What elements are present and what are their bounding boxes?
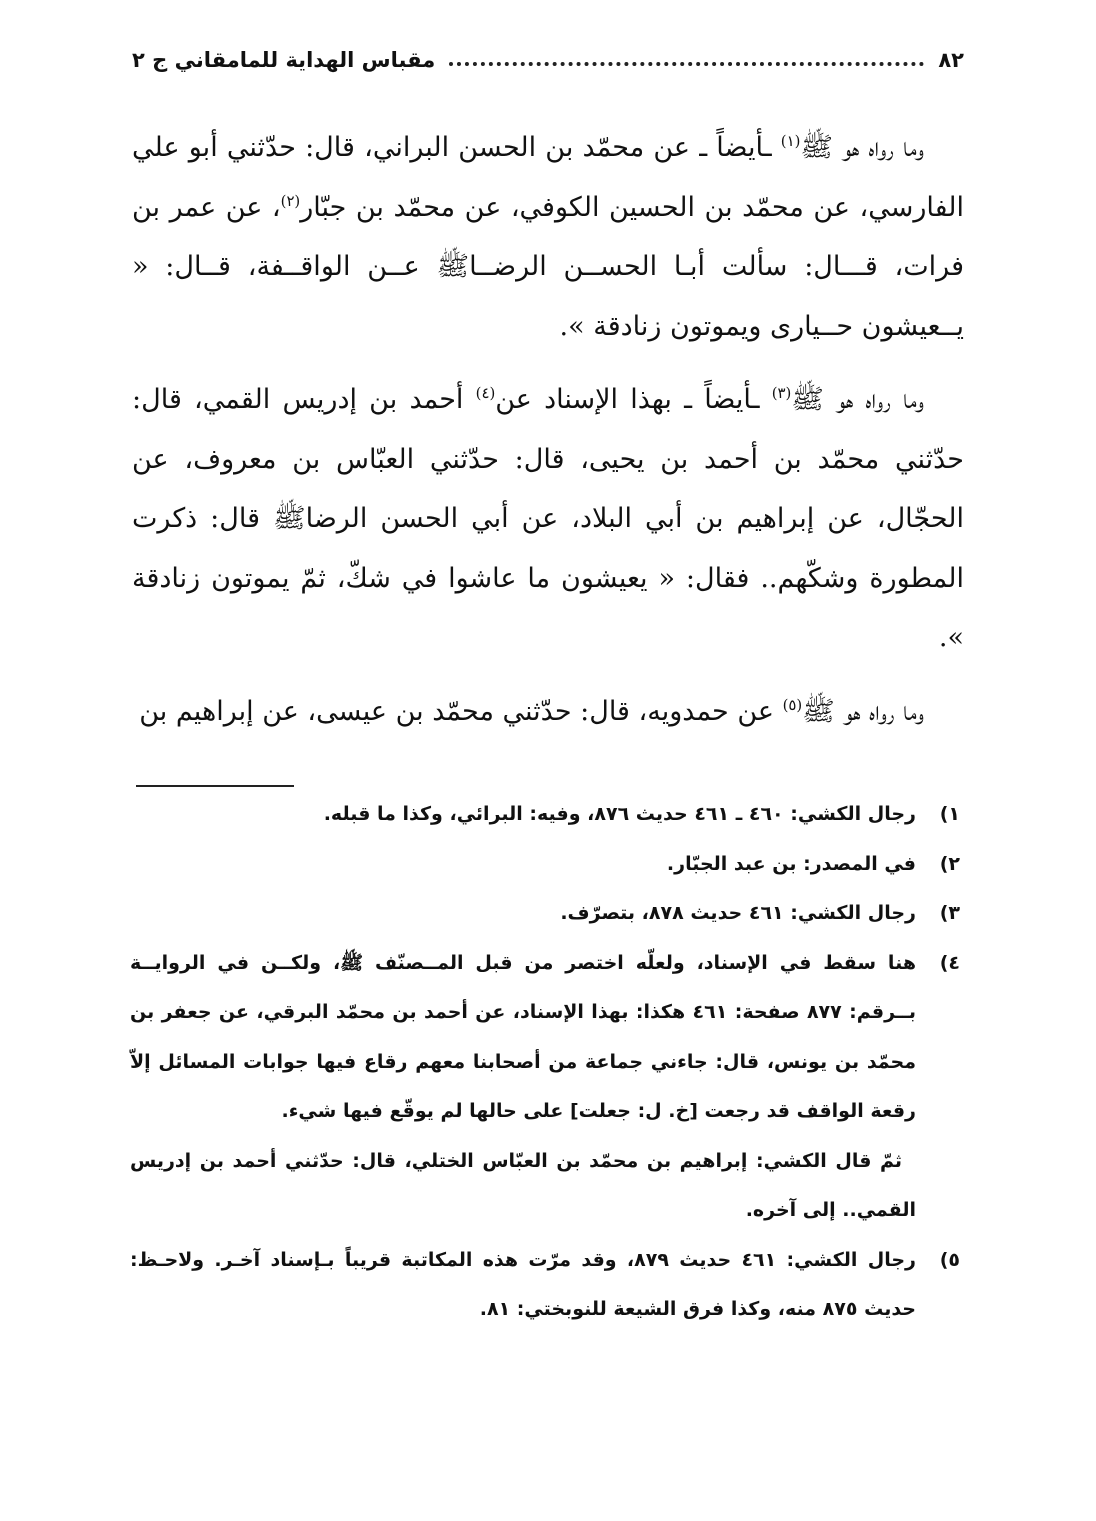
footnotes	[130, 790, 960, 1335]
paragraph	[132, 682, 964, 742]
footnote-number: ١)	[939, 803, 960, 825]
footnote-item	[130, 790, 960, 840]
text-segment: ، عن عمر بن فرات، قـــال: سألت أبـا الحســن الرضــاﷺ عــن الواقــفة، قــال: « يــعيشون حــيارى ويموتون زنادقة ».	[132, 191, 964, 342]
footnote-text: رجال الكشي: ٤٦١ حديث ٨٧٩، وقد مرّت هذه المكاتبة قريباً بـإسناد آخـر. ولاحـظ: حديث ٨٧٥ منه، وكذا فرق الشيعة للنوبختي: ٨١.	[130, 1248, 916, 1320]
main-text	[132, 118, 964, 755]
footnote-separator	[136, 785, 294, 787]
footnote-text: في المصدر: بن عبد الجبّار.	[666, 852, 916, 875]
text-segment: ـأيضاً ـ بهذا الإسناد عن	[495, 384, 772, 415]
footnote-text: هنا سقط في الإسناد، ولعلّه اختصر من قبل المــصنّف ﷺ، ولكــن في الروايــة بــرقم: ٨٧٧ صفحة: ٤٦١ هكذا: بهذا الإسناد، عن أحمد بن محمّد البرقي، عن جعفر بن محمّد بن يونس، قال: جاءني جماعة من أصحابنا معهم رقاع فيها جوابات المسائل إلاّ رقعة الواقف قد رجعت [خ. ل: جعلت] على حالها لم يوقّع فيها شيء.	[130, 951, 917, 1122]
header-leader-dots	[449, 62, 924, 66]
footnote-ref: (٣)	[771, 384, 792, 402]
paragraph	[132, 118, 964, 356]
text-segment: عن حمدويه، قال: حدّثني محمّد بن عيسى، عن إبراهيم بن	[139, 695, 783, 727]
footnote-number: ٣)	[939, 902, 960, 924]
footnote-number: ٤)	[939, 951, 960, 974]
footnote-item	[130, 840, 960, 890]
text-segment: ـأيضاً ـ عن محمّد بن الحسن البراني، قال: حدّثني أبو علي الفارسي، عن محمّد بن الحسين الكوفي، عن محمّد بن جبّار	[132, 132, 964, 223]
text-segment: وما رواه هو ﷺ	[800, 132, 924, 163]
footnote-ref: (١)	[780, 132, 801, 150]
footnote-item	[130, 889, 960, 939]
paragraph	[132, 370, 964, 668]
text-segment: وما رواه هو ﷺ	[791, 384, 924, 415]
footnote-continuation: ثمّ قال الكشي: إبراهيم بن محمّد بن العبّاس الختلي، قال: حدّثني أحمد بن إدريس القمي.. إلى آخره.	[130, 1149, 916, 1221]
footnote-ref: (٢)	[280, 191, 301, 210]
page-number: ٨٢	[938, 48, 964, 72]
footnote-ref: (٤)	[475, 384, 496, 402]
footnote-item	[130, 1236, 960, 1335]
footnote-number: ٥)	[939, 1248, 960, 1271]
running-header	[132, 40, 964, 80]
book-title: مقباس الهداية للمامقاني ج ٢	[132, 48, 436, 72]
footnote-item	[130, 939, 960, 1137]
text-segment: وما رواه هو ﷺ	[802, 695, 924, 727]
footnote-text: رجال الكشي: ٤٦٠ ـ ٤٦١ حديث ٨٧٦، وفيه: البرائي، وكذا ما قبله.	[323, 803, 916, 825]
footnote-text: رجال الكشي: ٤٦١ حديث ٨٧٨، بتصرّف.	[560, 902, 916, 924]
footnote-number: ٢)	[939, 852, 960, 875]
footnote-ref: (٥)	[782, 695, 803, 714]
text-segment: أحمد بن إدريس القمي، قال: حدّثني محمّد بن أحمد بن يحيى، قال: حدّثني العبّاس بن معروف، عن الحجّال، عن إبراهيم بن أبي البلاد، عن أبي الحسن الرضاﷺ قال: ذكرت المطورة وشكّهم.. فقال: « يعيشون ما عاشوا في شكّ، ثمّ يموتون زنادقة ».	[132, 384, 964, 653]
